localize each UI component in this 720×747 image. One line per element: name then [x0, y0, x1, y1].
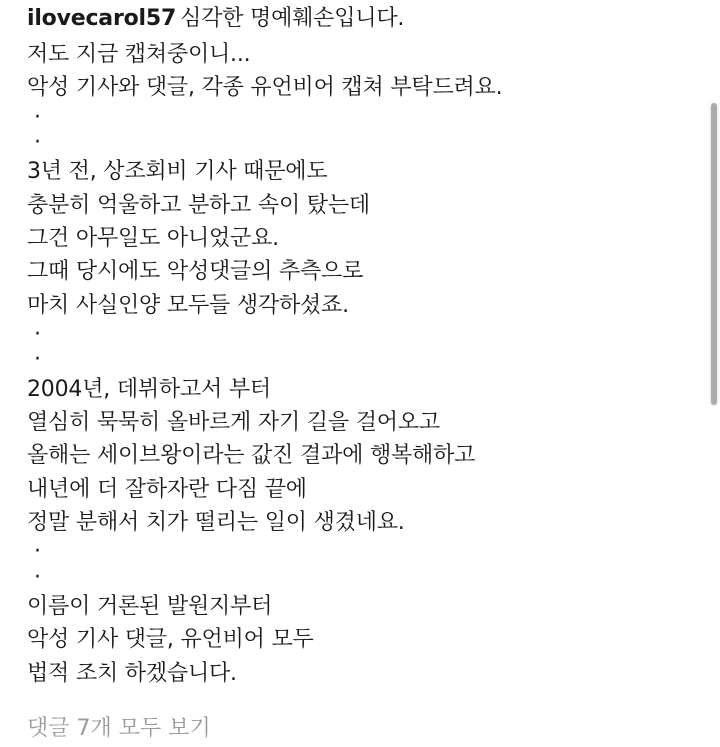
dot-separator: ·: [34, 129, 41, 155]
caption-line: 법적 조치 하겠습니다.: [27, 660, 237, 686]
caption-line: 정말 분해서 치가 떨리는 일이 생겼네요.: [27, 509, 405, 535]
view-all-comments-link[interactable]: 댓글 7개 모두 보기: [27, 716, 211, 741]
caption-text: 심각한 명예훼손입니다.: [180, 6, 405, 31]
caption-line: 저도 지금 캡쳐중이니...: [27, 42, 251, 67]
dot-separator: ·: [34, 539, 41, 565]
caption-line: 악성 기사 댓글, 유언비어 모두: [27, 627, 314, 653]
caption-line: 악성 기사와 댓글, 각종 유언비어 캡쳐 부탁드려요.: [27, 75, 503, 101]
post-caption: [27, 0, 697, 690]
scrollbar-thumb[interactable]: [711, 103, 717, 405]
caption-first-line: [27, 0, 697, 38]
caption-line: 2004년, 데뷔하고서 부터: [27, 376, 271, 402]
caption-line: 그때 당시에도 악성댓글의 추측으로: [27, 259, 364, 285]
dot-separator: ·: [34, 104, 41, 130]
caption-line: 마치 사실인양 모두들 생각하셨죠.: [27, 292, 349, 318]
caption-line: 이름이 거론된 발원지부터: [27, 593, 273, 619]
caption-line: 내년에 더 잘하자란 다짐 끝에: [27, 476, 307, 502]
caption-line: 3년 전, 상조회비 기사 때문에도: [27, 159, 328, 185]
username-link[interactable]: ilovecarol57: [27, 6, 177, 31]
caption-line: 그건 아무일도 아니었군요.: [27, 225, 279, 251]
caption-line: 충분히 억울하고 분하고 속이 탔는데: [27, 192, 370, 218]
dot-separator: ·: [34, 321, 41, 347]
caption-line: 열심히 묵묵히 올바르게 자기 길을 걸어오고: [27, 409, 440, 435]
dot-separator: ·: [34, 347, 41, 373]
dot-separator: ·: [34, 564, 41, 590]
caption-line: 올해는 세이브왕이라는 값진 결과에 행복해하고: [27, 443, 476, 469]
